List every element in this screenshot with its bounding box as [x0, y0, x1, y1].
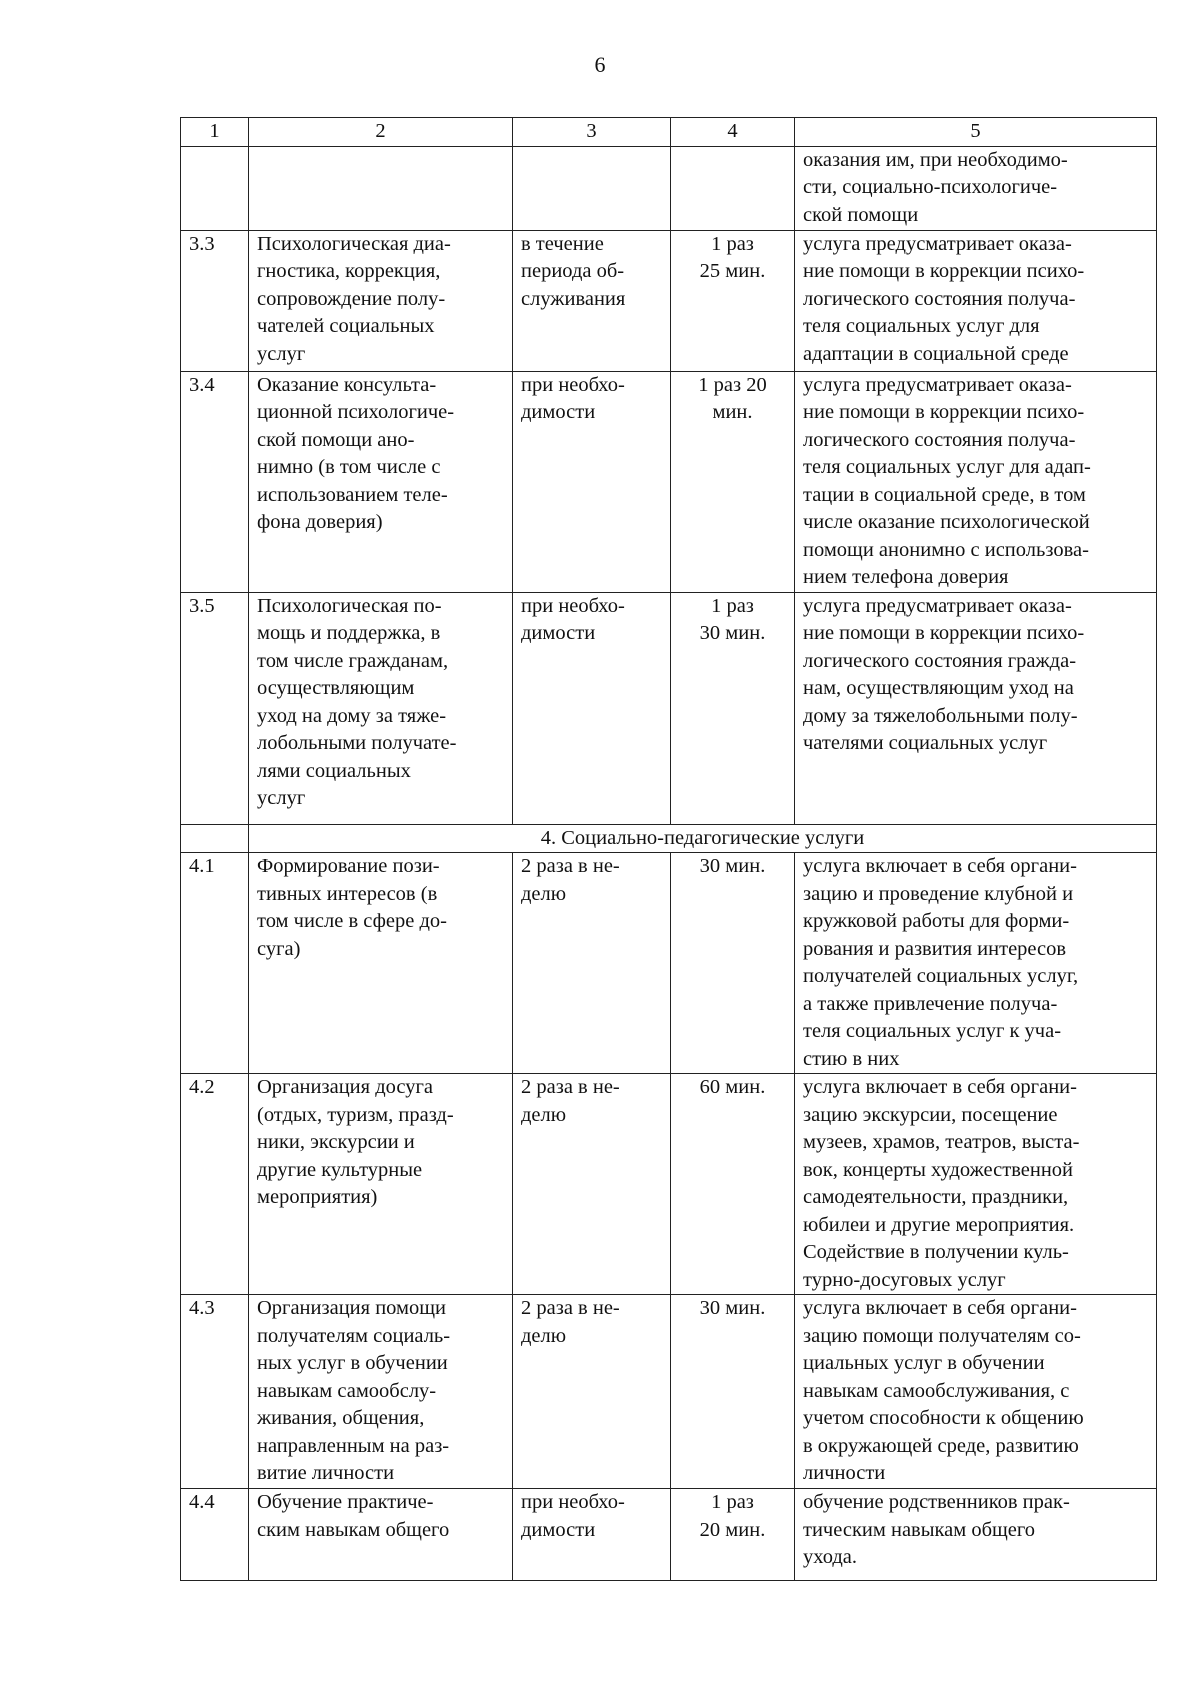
- service-duration: 1 раз 20 мин.: [671, 1489, 795, 1581]
- service-name: [249, 146, 513, 230]
- service-description: услуга включает в себя органи- зацию и проведение клубной и кружковой работы для форми- рования и развития интересов получателей социальных услуг, а также привлечение получа- теля социальных услуг к уча- стию в них: [795, 853, 1157, 1074]
- service-name: Психологическая диа- гностика, коррекция, сопровождение полу- чателей социальных услуг: [249, 230, 513, 371]
- table-row: [181, 230, 1157, 371]
- section-spacer-cell: [181, 824, 249, 853]
- page-number: 6: [594, 52, 606, 77]
- service-description: услуга предусматривает оказа- ние помощи в коррекции психо- логического состояния получа- теля социальных услуг для адап- тации в социальной среде, в том числе оказание психологической помощи анонимно с использова- нием телефона доверия: [795, 371, 1157, 592]
- service-frequency: при необхо- димости: [513, 1489, 671, 1581]
- service-duration: 60 мин.: [671, 1074, 795, 1295]
- service-duration: [671, 146, 795, 230]
- row-number: [181, 146, 249, 230]
- service-description: услуга включает в себя органи- зацию помощи получателям со- циальных услуг в обучении навыкам самообслуживания, с учетом способности к общению в окружающей среде, развитию личности: [795, 1295, 1157, 1489]
- service-duration: 1 раз 30 мин.: [671, 592, 795, 824]
- table-row: [181, 1489, 1157, 1581]
- header-cell-3: 3: [513, 118, 671, 147]
- service-name: Оказание консульта- ционной психологиче- ской помощи ано- нимно (в том числе с использованием теле- фона доверия): [249, 371, 513, 592]
- row-number: 4.1: [181, 853, 249, 1074]
- service-duration: 1 раз 20 мин.: [671, 371, 795, 592]
- service-duration: 1 раз 25 мин.: [671, 230, 795, 371]
- header-cell-4: 4: [671, 118, 795, 147]
- service-name: Организация помощи получателям социаль- ных услуг в обучении навыкам самообслу- живания, общения, направленным на раз- витие личности: [249, 1295, 513, 1489]
- header-cell-2: 2: [249, 118, 513, 147]
- service-frequency: 2 раза в не- делю: [513, 1295, 671, 1489]
- service-name: Обучение практиче- ским навыкам общего: [249, 1489, 513, 1581]
- service-duration: 30 мин.: [671, 853, 795, 1074]
- row-number: 3.3: [181, 230, 249, 371]
- service-frequency: при необхо- димости: [513, 592, 671, 824]
- table-row: [181, 1074, 1157, 1295]
- service-name: Организация досуга (отдых, туризм, празд- ники, экскурсии и другие культурные мероприятия): [249, 1074, 513, 1295]
- table-row: [181, 853, 1157, 1074]
- row-number: 4.3: [181, 1295, 249, 1489]
- service-duration: 30 мин.: [671, 1295, 795, 1489]
- service-description: обучение родственников прак- тическим навыкам общего ухода.: [795, 1489, 1157, 1581]
- row-number: 3.5: [181, 592, 249, 824]
- service-description: услуга предусматривает оказа- ние помощи в коррекции психо- логического состояния получа- теля социальных услуг для адаптации в социальной среде: [795, 230, 1157, 371]
- service-frequency: в течение периода об- служивания: [513, 230, 671, 371]
- service-frequency: [513, 146, 671, 230]
- service-description: услуга включает в себя органи- зацию экскурсии, посещение музеев, храмов, театров, выста- вок, концерты художественной самодеятельности, праздники, юбилеи и другие мероприятия. Содействие в получении куль- турно-досуговых услуг: [795, 1074, 1157, 1295]
- service-description: оказания им, при необходимо- сти, социально-психологиче- ской помощи: [795, 146, 1157, 230]
- table-row: [181, 592, 1157, 824]
- table-row: [181, 371, 1157, 592]
- header-cell-1: 1: [181, 118, 249, 147]
- service-frequency: 2 раза в не- делю: [513, 1074, 671, 1295]
- row-number: 4.4: [181, 1489, 249, 1581]
- service-frequency: 2 раза в не- делю: [513, 853, 671, 1074]
- service-frequency: при необхо- димости: [513, 371, 671, 592]
- service-name: Психологическая по- мощь и поддержка, в том числе гражданам, осуществляющим уход на дому за тяже- лобольными получате- лями социальных услуг: [249, 592, 513, 824]
- table-row: [181, 146, 1157, 230]
- services-table: [180, 117, 1157, 1581]
- row-number: 4.2: [181, 1074, 249, 1295]
- table-row: [181, 1295, 1157, 1489]
- row-number: 3.4: [181, 371, 249, 592]
- section-header-row: [181, 824, 1157, 853]
- service-name: Формирование пози- тивных интересов (в том числе в сфере до- суга): [249, 853, 513, 1074]
- service-description: услуга предусматривает оказа- ние помощи в коррекции психо- логического состояния гражда- нам, осуществляющим уход на дому за тяжелобольными полу- чателями социальных услуг: [795, 592, 1157, 824]
- table-header-row: [181, 118, 1157, 147]
- header-cell-5: 5: [795, 118, 1157, 147]
- section-title: 4. Социально-педагогические услуги: [249, 824, 1157, 853]
